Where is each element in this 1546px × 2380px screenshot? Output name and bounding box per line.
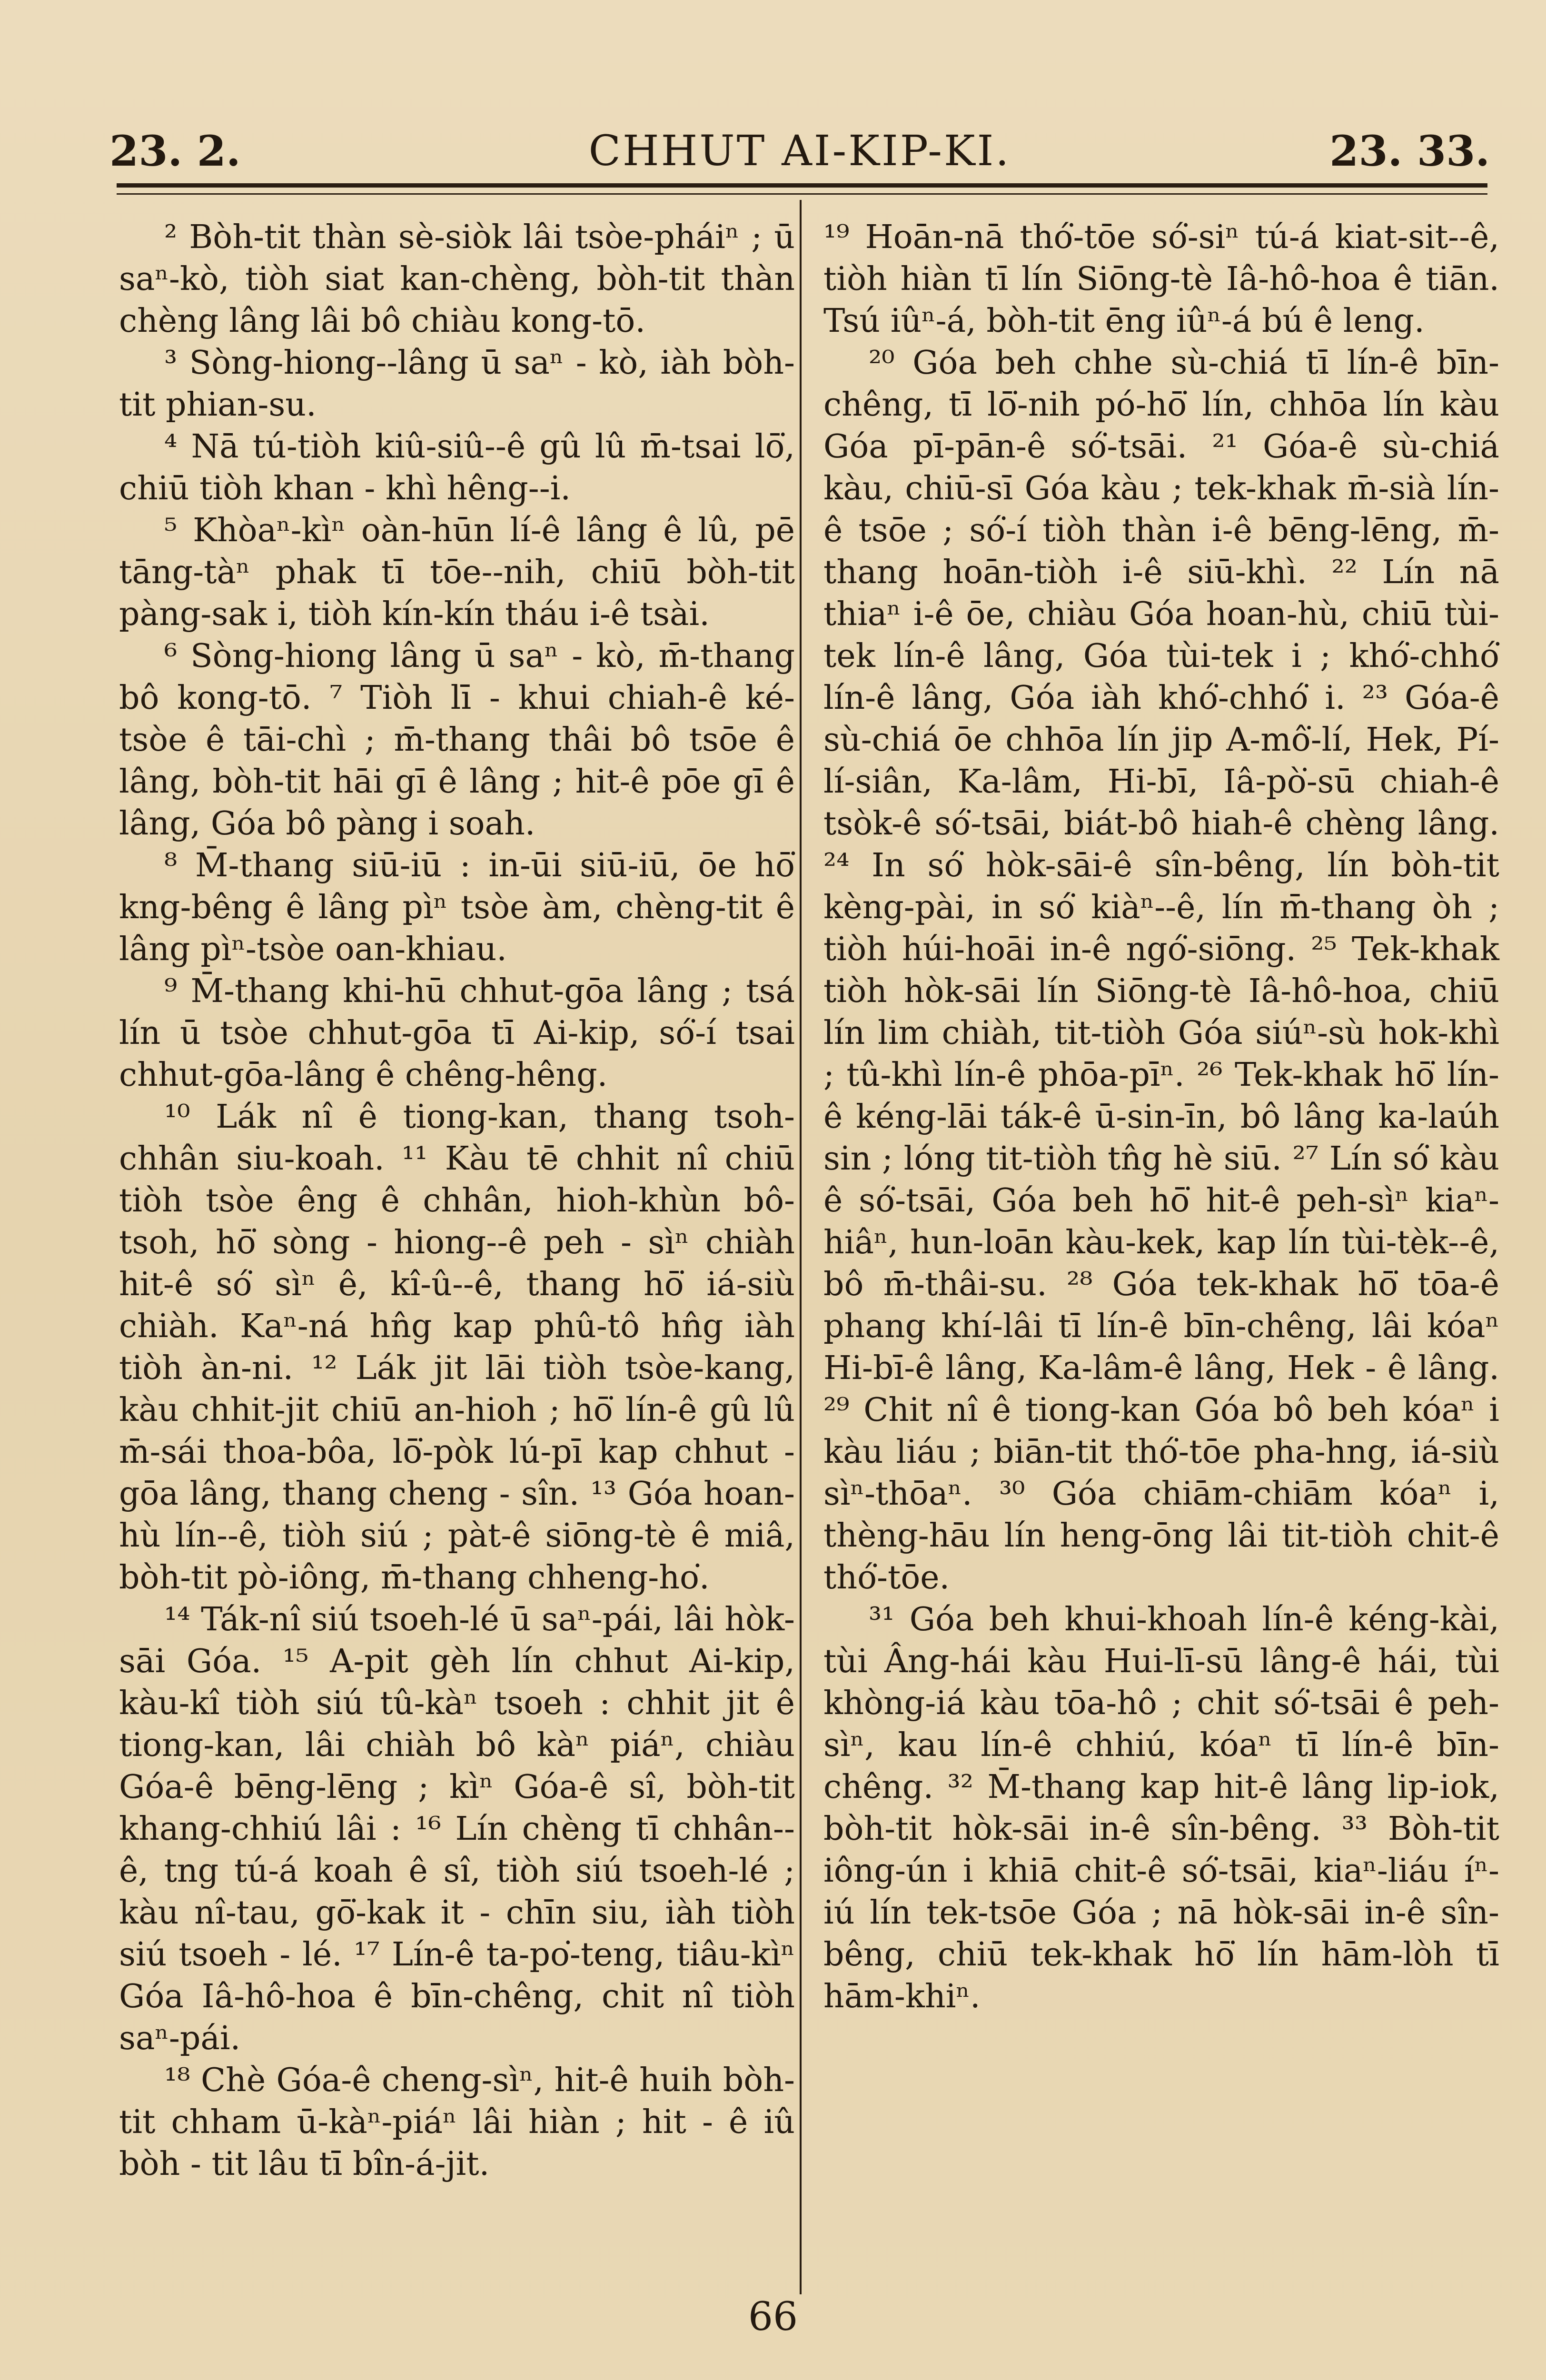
verse-paragraph: ⁵ Khòaⁿ-kìⁿ oàn-hūn lí-ê lâng ê lû, pē tāng-tàⁿ phak tī tōe--nih, chiū bòh-tit pàng-sak i, tiòh kín-kín tháu i-ê tsài. [119,512,795,633]
right-column [823,217,1499,2018]
verse-paragraph: ³¹ Góa beh khui-khoah lín-ê kéng-kài, tùi Âng-hái kàu Hui-lī-sū lâng-ê hái, tùi khòng-iá kàu tōa-hô ; chit só͘-tsāi ê peh-sìⁿ, kau lín-ê chhiú, kóaⁿ tī lín-ê bīn-chêng. ³² M̄-thang kap hit-ê lâng lip-iok, bòh-tit hòk-sāi in-ê sîn-bêng. ³³ Bòh-tit iông-ún i khiā chit-ê só͘-tsāi, kiaⁿ-liáu íⁿ-iú lín tek-tsōe Góa ; nā hòk-sāi in-ê sîn-bêng, chiū tek-khak hō͘ lín hām-lòh tī hām-khiⁿ. [823,1601,1499,2015]
header-verse-end: 23. 33. [1329,126,1490,176]
verse-paragraph: ²⁰ Góa beh chhe sù-chiá tī lín-ê bīn-chêng, tī lō͘-nih pó-hō͘ lín, chhōa lín kàu Góa pī-pān-ê só͘-tsāi. ²¹ Góa-ê sù-chiá kàu, chiū-sī Góa kàu ; tek-khak m̄-sià lín-ê tsōe ; só͘-í tiòh thàn i-ê bēng-lēng, m̄-thang hoān-tiòh i-ê siū-khì. ²² Lín nā thiaⁿ i-ê ōe, chiàu Góa hoan-hù, chiū tùi-tek lín-ê lâng, Góa tùi-tek i ; khó͘-chhó͘ lín-ê lâng, Góa iàh khó͘-chhó͘ i. ²³ Góa-ê sù-chiá ōe chhōa lín jip A-mô͘-lí, Hek, Pí-lí-siân, Ka-lâm, Hi-bī, Iâ-pò͘-sū chiah-ê tsòk-ê só͘-tsāi, biát-bô hiah-ê chèng lâng. ²⁴ In só͘ hòk-sāi-ê sîn-bêng, lín bòh-tit kèng-pài, in só͘ kiàⁿ--ê, lín m̄-thang òh ; tiòh húi-hoāi in-ê ngó͘-siōng. ²⁵ Tek-khak tiòh hòk-sāi lín Siōng-tè Iâ-hô-hoa, chiū lín lim chiàh, tit-tiòh Góa siúⁿ-sù hok-khì ; tû-khì lín-ê phōa-pīⁿ. ²⁶ Tek-khak hō͘ lín-ê kéng-lāi ták-ê ū-sin-īn, bô lâng ka-laúh sin ; lóng tit-tiòh tn̂g hè siū. ²⁷ Lín só͘ kàu ê só͘-tsāi, Góa beh hō͘ hit-ê peh-sìⁿ kiaⁿ-hiâⁿ, hun-loān kàu-kek, kap lín tùi-tèk--ê, bô m̄-thâi-su. ²⁸ Góa tek-khak hō͘ tōa-ê phang khí-lâi tī lín-ê bīn-chêng, lâi kóaⁿ Hi-bī-ê lâng, Ka-lâm-ê lâng, Hek - ê lâng. ²⁹ Chit nî ê tiong-kan Góa bô beh kóaⁿ i kàu liáu ; biān-tit thó͘-tōe pha-hng, iá-siù sìⁿ-thōaⁿ. ³⁰ Góa chiām-chiām kóaⁿ i, thèng-hāu lín heng-ōng lâi tit-tiòh chit-ê thó͘-tōe. [823,344,1499,1597]
verse-paragraph: ³ Sòng-hiong--lâng ū saⁿ - kò, iàh bòh-tit phian-su. [119,344,795,424]
verse-paragraph: ⁸ M̄-thang siū-iū : in-ūi siū-iū, ōe hō͘ kng-bêng ê lâng pìⁿ tsòe àm, chèng-tit ê lâng pìⁿ-tsòe oan-khiau. [119,847,795,968]
running-header [109,121,1490,183]
verse-paragraph: ⁶ Sòng-hiong lâng ū saⁿ - kò, m̄-thang bô kong-tō. ⁷ Tiòh lī - khui chiah-ê ké-tsòe ê tāi-chì ; m̄-thang thâi bô tsōe ê lâng, bòh-tit hāi gī ê lâng ; hit-ê pōe gī ê lâng, Góa bô pàng i soah. [119,637,795,843]
verse-paragraph: ¹⁸ Chè Góa-ê cheng-sìⁿ, hit-ê huih bòh-tit chham ū-kàⁿ-piáⁿ lâi hiàn ; hit - ê iû bòh - tit lâu tī bîn-á-jit. [119,2062,795,2183]
verse-paragraph: ⁹ M̄-thang khi-hū chhut-gōa lâng ; tsá lín ū tsòe chhut-gōa tī Ai-kip, só͘-í tsai chhut-gōa-lâng ê chêng-hêng. [119,972,795,1094]
column-divider [800,200,802,2294]
header-rule-thick [117,183,1487,188]
page-number: 66 [748,2294,798,2340]
header-verse-start: 23. 2. [109,126,241,176]
verse-paragraph: ¹⁰ Lák nî ê tiong-kan, thang tsoh-chhân siu-koah. ¹¹ Kàu tē chhit nî chiū tiòh tsòe êng ê chhân, hioh-khùn bô-tsoh, hō͘ sòng - hiong--ê peh - sìⁿ chiàh hit-ê só͘ sìⁿ ê, kî-û--ê, thang hō͘ iá-siù chiàh. Kaⁿ-ná hn̂g kap phû-tô hn̂g iàh tiòh àn-ni. ¹² Lák jit lāi tiòh tsòe-kang, kàu chhit-jit chiū an-hioh ; hō͘ lín-ê gû lû m̄-sái thoa-bôa, lō͘-pòk lú-pī kap chhut - gōa lâng, thang cheng - sîn. ¹³ Góa hoan-hù lín--ê, tiòh siú ; pàt-ê siōng-tè ê miâ, bòh-tit pò-iông, m̄-thang chheng-ho͘. [119,1098,795,1597]
header-rule-thin [117,193,1487,195]
verse-paragraph: ² Bòh-tit thàn sè-siòk lâi tsòe-pháiⁿ ; ū saⁿ-kò, tiòh siat kan-chèng, bòh-tit thàn chèng lâng lâi bô chiàu kong-tō. [119,218,795,340]
verse-paragraph: ¹⁹ Hoān-nā thó͘-tōe só͘-siⁿ tú-á kiat-sit--ê, tiòh hiàn tī lín Siōng-tè Iâ-hô-hoa ê tiān. Tsú iûⁿ-á, bòh-tit ēng iûⁿ-á bú ê leng. [823,218,1499,340]
header-book-title: CHHUT AI-KIP-KI. [588,126,1011,175]
verse-paragraph: ¹⁴ Ták-nî siú tsoeh-lé ū saⁿ-pái, lâi hòk-sāi Góa. ¹⁵ A-pit gèh lín chhut Ai-kip, kàu-kî tiòh siú tû-kàⁿ tsoeh : chhit jit ê tiong-kan, lâi chiàh bô kàⁿ piáⁿ, chiàu Góa-ê bēng-lēng ; kìⁿ Góa-ê sî, bòh-tit khang-chhiú lâi : ¹⁶ Lín chèng tī chhân--ê, tng tú-á koah ê sî, tiòh siú tsoeh-lé ; kàu nî-tau, gō͘-kak it - chīn siu, iàh tiòh siú tsoeh - lé. ¹⁷ Lín-ê ta-po͘-teng, tiâu-kìⁿ Góa Iâ-hô-hoa ê bīn-chêng, chit nî tiòh saⁿ-pái. [119,1601,795,2057]
left-column [119,217,795,2185]
verse-paragraph: ⁴ Nā tú-tiòh kiû-siû--ê gû lû m̄-tsai lō͘, chiū tiòh khan - khì hêng--i. [119,428,795,507]
